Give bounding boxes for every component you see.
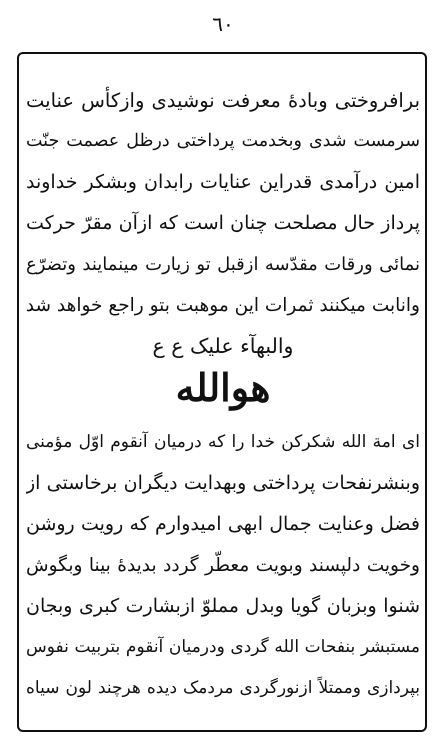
closing-salutation: والبهآء علیک ع ع	[152, 334, 294, 358]
page-number: ٦٠	[212, 12, 234, 36]
first-tablet-paragraph	[26, 80, 420, 367]
text-line: وخویت دلپسند وبویت معطّر گردد بدیدهٔ بینا وبگوش	[26, 555, 420, 576]
text-line: ای امة الله شکرکن خدا را که درمیان آنقوم اوّل مؤمنی	[26, 432, 420, 452]
text-line: پرداز حال مصلحت چنان است که ازآن مقرّ حرکت	[26, 212, 420, 234]
invocation-heading: هوالله	[175, 365, 271, 410]
text-line: شنوا وبزبان گویا وبدل مملوّ ازبشارت کبری وبجان	[26, 595, 420, 617]
text-line: امین درآمدی قدراین عنایات رابدان وبشکر خداوند	[26, 171, 420, 193]
text-line: وبنشرنفحات پرداختی وبهدایت دیگران برخاستی از	[26, 472, 420, 494]
text-line: سرمست شدی وبخدمت پرداختی درظل عصمت جنّت	[26, 131, 420, 151]
text-line: فضل وعنایت جمال ابهی امیدوارم که رویت روشن	[26, 513, 420, 535]
text-line: بپردازی وممتلاً ازنورگردی مردمک دیده هرچند لون سیاه	[26, 678, 420, 698]
text-line: برافروختی وبادهٔ معرفت نوشیدی وازکأس عنایت	[26, 89, 420, 112]
text-line: مستبشر بنفحات الله گردی ودرمیان آنقوم بتربیت نفوس	[26, 637, 420, 657]
text-line: وانابت میکنند ثمرات این موهبت بتو راجع خواهد شد	[26, 295, 420, 316]
second-tablet-paragraph	[26, 422, 420, 709]
text-line: نمائی ورقات مقدّسه ازقبل تو زیارت مینمایند وتضرّع	[26, 254, 420, 275]
